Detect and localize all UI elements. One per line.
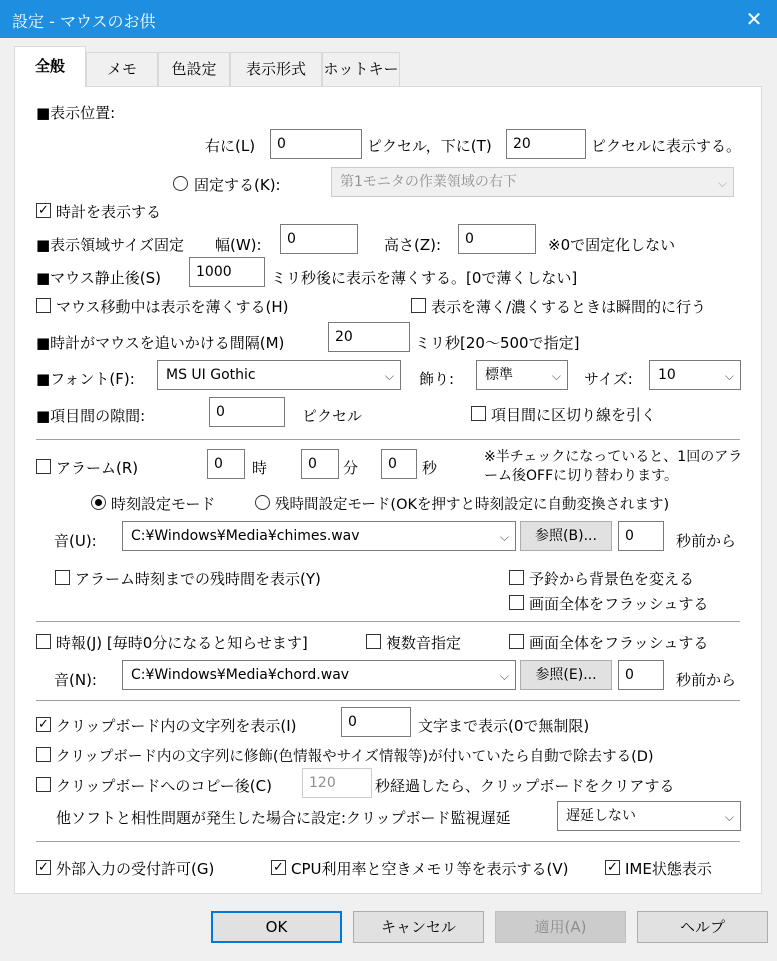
chime-flash-checkbox[interactable]: [509, 634, 524, 649]
gap-input[interactable]: 0: [209, 397, 285, 427]
fade-while-moving-label: マウス移動中は表示を薄くする(H): [56, 298, 289, 316]
follow-interval-input[interactable]: 20: [328, 322, 410, 352]
fixed-position-radio[interactable]: [173, 176, 188, 191]
right-offset-input[interactable]: 0: [270, 129, 362, 159]
alarm-label: アラーム(R): [56, 459, 139, 477]
decoration-label: 飾り:: [419, 370, 455, 388]
font-size-value: 10: [658, 367, 676, 383]
external-input-checkbox[interactable]: ✓: [36, 860, 51, 875]
fade-while-moving-checkbox[interactable]: [36, 298, 51, 313]
chime-browse-button[interactable]: 参照(E)...: [520, 660, 612, 690]
show-remaining-label: アラーム時刻までの残時間を表示(Y): [75, 570, 321, 588]
alarm-flash-checkbox[interactable]: [509, 595, 524, 610]
clipboard-strip-checkbox[interactable]: [36, 747, 51, 762]
fade-instant-checkbox[interactable]: [411, 298, 426, 313]
right-suffix: ピクセル，下に(T): [367, 137, 492, 155]
chime-checkbox[interactable]: [36, 634, 51, 649]
show-clock-checkbox[interactable]: ✓: [36, 203, 51, 218]
fixed-position-label: 固定する(K):: [194, 176, 281, 194]
divider-lines-checkbox[interactable]: [471, 406, 486, 421]
follow-interval-label: ■時計がマウスを追いかける間隔(M): [36, 334, 285, 352]
mouse-stop-suffix: ミリ秒後に表示を薄くする。[0で薄くしない]: [271, 269, 578, 287]
tab-format[interactable]: 表示形式: [230, 52, 322, 86]
alarm-sound-combo[interactable]: [122, 521, 516, 551]
show-remaining-checkbox[interactable]: [55, 570, 70, 585]
alarm-browse-button[interactable]: 参照(B)...: [520, 521, 612, 551]
area-height-label: 高さ(Z):: [384, 236, 442, 254]
chevron-down-icon: ⌵: [551, 369, 561, 383]
alarm-before-input[interactable]: 0: [618, 521, 664, 551]
clipboard-show-input[interactable]: 0: [341, 707, 411, 737]
position-header: ■表示位置:: [36, 104, 116, 122]
alarm-note-line2: ーム後OFFに切り替わります。: [484, 468, 679, 484]
separator: [36, 700, 740, 701]
alarm-checkbox[interactable]: [36, 459, 51, 474]
time-mode-label: 時刻設定モード: [111, 495, 216, 513]
ime-state-checkbox[interactable]: ✓: [605, 860, 620, 875]
alarm-second-input[interactable]: 0: [381, 449, 417, 479]
chime-before-input[interactable]: 0: [618, 660, 664, 690]
help-button[interactable]: ヘルプ: [637, 911, 768, 943]
clipboard-delay-select[interactable]: [557, 801, 741, 831]
chime-label: 時報(J) [毎時0分になると知らせます]: [56, 634, 308, 652]
chevron-down-icon: ⌵: [384, 369, 394, 383]
alarm-minute-input[interactable]: 0: [301, 449, 339, 479]
fade-instant-label: 表示を薄く/濃くするときは瞬間的に行う: [431, 298, 707, 316]
mouse-stop-input[interactable]: 1000: [189, 257, 265, 287]
multi-sound-checkbox[interactable]: [366, 634, 381, 649]
cancel-button[interactable]: キャンセル: [353, 911, 484, 943]
cpu-memory-checkbox[interactable]: ✓: [271, 860, 286, 875]
follow-interval-suffix: ミリ秒[20～500で指定]: [415, 334, 580, 352]
gap-label: ■項目間の隙間:: [36, 407, 146, 425]
down-offset-input[interactable]: 20: [506, 129, 586, 159]
alarm-sound-value: C:¥Windows¥Media¥chimes.wav: [131, 528, 360, 544]
alarm-minute-unit: 分: [343, 459, 359, 477]
tab-general[interactable]: 全般: [14, 46, 86, 87]
area-size-header: ■表示領域サイズ固定: [36, 236, 184, 254]
fixed-position-value: 第1モニタの作業領域の右下: [340, 174, 517, 190]
mouse-stop-label: ■マウス静止後(S): [36, 269, 161, 287]
area-size-note: ※0で固定化しない: [548, 236, 676, 254]
close-icon[interactable]: ✕: [745, 7, 763, 31]
font-size-label: サイズ:: [584, 370, 633, 388]
chime-before-suffix: 秒前から: [676, 671, 737, 689]
external-input-label: 外部入力の受付許可(G): [56, 860, 215, 878]
multi-sound-label: 複数音指定: [386, 634, 462, 652]
cpu-memory-label: CPU利用率と空きメモリ等を表示する(V): [291, 860, 569, 878]
alarm-sound-label: 音(U):: [54, 532, 97, 550]
chevron-down-icon: ⌵: [499, 530, 509, 544]
font-select[interactable]: [157, 360, 401, 390]
change-bg-label: 予鈴から背景色を変える: [529, 570, 695, 588]
area-width-label: 幅(W):: [215, 236, 262, 254]
alarm-hour-unit: 時: [252, 459, 268, 477]
clipboard-clear-input: 120: [302, 768, 372, 798]
font-select-value: MS UI Gothic: [166, 367, 256, 383]
ok-button[interactable]: OK: [211, 911, 342, 943]
chevron-down-icon: ⌵: [724, 810, 734, 824]
clipboard-clear-label: クリップボードへのコピー後(C): [56, 777, 272, 795]
down-suffix: ピクセルに表示する。: [591, 137, 742, 155]
area-height-input[interactable]: 0: [458, 224, 536, 254]
clipboard-show-suffix: 文字まで表示(0で無制限): [418, 717, 590, 735]
alarm-hour-input[interactable]: 0: [207, 449, 245, 479]
title-bar: [0, 0, 777, 38]
alarm-flash-label: 画面全体をフラッシュする: [529, 595, 709, 613]
alarm-before-suffix: 秒前から: [676, 532, 737, 550]
chime-sound-combo[interactable]: [122, 660, 516, 690]
chevron-down-icon: ⌵: [499, 669, 509, 683]
separator: [36, 621, 740, 622]
font-size-select[interactable]: [649, 360, 741, 390]
apply-button: 適用(A): [495, 911, 626, 943]
font-label: ■フォント(F):: [36, 370, 135, 388]
clipboard-strip-label: クリップボード内の文字列に修飾(色情報やサイズ情報等)が付いていたら自動で除去する(D): [56, 749, 654, 765]
alarm-second-unit: 秒: [422, 459, 438, 477]
gap-suffix: ピクセル: [302, 407, 363, 425]
tab-memo[interactable]: メモ: [86, 52, 158, 86]
clipboard-delay-label: 他ソフトと相性問題が発生した場合に設定:クリップボード監視遅延: [56, 809, 511, 827]
fixed-position-combo: [331, 167, 734, 197]
decoration-select[interactable]: [476, 360, 568, 390]
right-label: 右に(L): [205, 137, 256, 155]
clipboard-show-label: クリップボード内の文字列を表示(I): [56, 717, 297, 735]
clipboard-clear-suffix: 秒経過したら、クリップボードをクリアする: [375, 777, 675, 795]
ime-state-label: IME状態表示: [625, 860, 712, 878]
chime-flash-label: 画面全体をフラッシュする: [529, 634, 709, 652]
chevron-down-icon: ⌵: [724, 369, 734, 383]
window-title: 設定 - マウスのお供: [12, 12, 156, 31]
separator: [36, 841, 740, 842]
remaining-mode-label: 残時間設定モード(OKを押すと時刻設定に自動変換されます): [275, 497, 670, 513]
tab-hotkeys[interactable]: ホットキー: [322, 52, 400, 86]
divider-lines-label: 項目間に区切り線を引く: [491, 406, 657, 424]
area-width-input[interactable]: 0: [280, 224, 358, 254]
separator: [36, 439, 740, 440]
chevron-down-icon: ⌵: [717, 176, 727, 190]
change-bg-checkbox[interactable]: [509, 570, 524, 585]
tab-colors[interactable]: 色設定: [158, 52, 230, 86]
time-mode-radio[interactable]: [91, 495, 106, 510]
decoration-value: 標準: [485, 367, 513, 383]
clipboard-delay-value: 遅延しない: [566, 808, 636, 824]
clipboard-clear-checkbox[interactable]: [36, 777, 51, 792]
alarm-note-line1: ※半チェックになっていると、1回のアラ: [484, 449, 743, 465]
clipboard-show-checkbox[interactable]: ✓: [36, 717, 51, 732]
remaining-mode-radio[interactable]: [255, 495, 270, 510]
show-clock-label: 時計を表示する: [56, 203, 162, 221]
chime-sound-label: 音(N):: [54, 671, 97, 689]
chime-sound-value: C:¥Windows¥Media¥chord.wav: [131, 667, 350, 683]
